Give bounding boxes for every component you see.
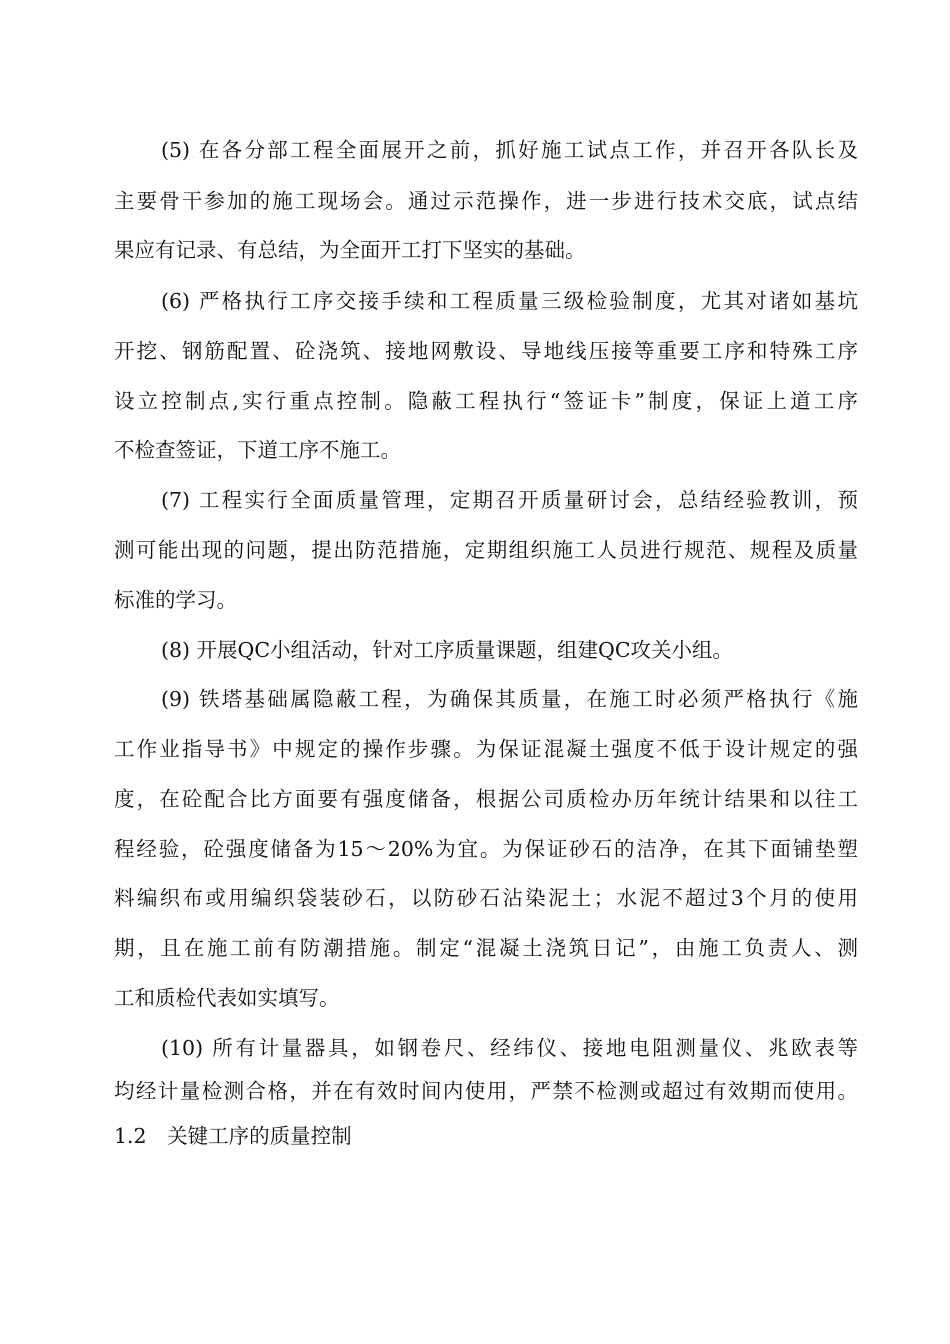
paragraph-9-line-7: 工和质检代表如实填写。 — [114, 986, 340, 1010]
paragraph-10-line-1: (10) 所有计量器具，如钢卷尺、经纬仪、接地电阻测量仪、兆欧表等 — [161, 1036, 858, 1060]
paragraph-5-line-3: 果应有记录、有总结，为全面开工打下坚实的基础。 — [114, 238, 586, 262]
paragraph-7-line-3: 标准的学习。 — [114, 588, 237, 612]
paragraph-9-line-6: 期，且在施工前有防潮措施。制定“混凝土浇筑日记”，由施工负责人、测 — [114, 936, 858, 960]
paragraph-7-line-1: (7) 工程实行全面质量管理，定期召开质量研讨会，总结经验教训，预 — [161, 488, 858, 512]
paragraph-6-line-3: 设立控制点,实行重点控制。隐蔽工程执行“签证卡”制度，保证上道工序 — [114, 389, 858, 413]
paragraph-9-line-1: (9) 铁塔基础属隐蔽工程，为确保其质量，在施工时必须严格执行《施 — [161, 687, 858, 711]
paragraph-9-line-5: 料编织布或用编织袋装砂石，以防砂石沾染泥土；水泥不超过3个月的使用 — [114, 886, 858, 910]
paragraph-6-line-1: (6) 严格执行工序交接手续和工程质量三级检验制度，尤其对诸如基坑 — [161, 289, 858, 313]
paragraph-8-line-1: (8) 开展QC小组活动，针对工序质量课题，组建QC攻关小组。 — [161, 638, 734, 662]
paragraph-10-line-2: 均经计量检测合格，并在有效时间内使用，严禁不检测或超过有效期而使用。 — [114, 1079, 858, 1103]
paragraph-5-line-2: 主要骨干参加的施工现场会。通过示范操作，进一步进行技术交底，试点结 — [114, 189, 858, 213]
paragraph-9-line-2: 工作业指导书》中规定的操作步骤。为保证混凝土强度不低于设计规定的强 — [114, 737, 858, 761]
section-heading: 1.2 关键工序的质量控制 — [114, 1124, 352, 1148]
paragraph-9-line-3: 度，在砼配合比方面要有强度储备，根据公司质检办历年统计结果和以往工 — [114, 787, 858, 811]
paragraph-5-line-1: (5) 在各分部工程全面展开之前，抓好施工试点工作，并召开各队长及 — [161, 138, 858, 162]
paragraph-6-line-4: 不检查签证，下道工序不施工。 — [114, 438, 401, 462]
paragraph-7-line-2: 测可能出现的问题，提出防范措施，定期组织施工人员进行规范、规程及质量 — [114, 538, 858, 562]
paragraph-6-line-2: 开挖、钢筋配置、砼浇筑、接地网敷设、导地线压接等重要工序和特殊工序 — [114, 339, 858, 363]
paragraph-9-line-4: 程经验，砼强度储备为15～20%为宜。为保证砂石的洁净，在其下面铺垫塑 — [114, 837, 858, 861]
